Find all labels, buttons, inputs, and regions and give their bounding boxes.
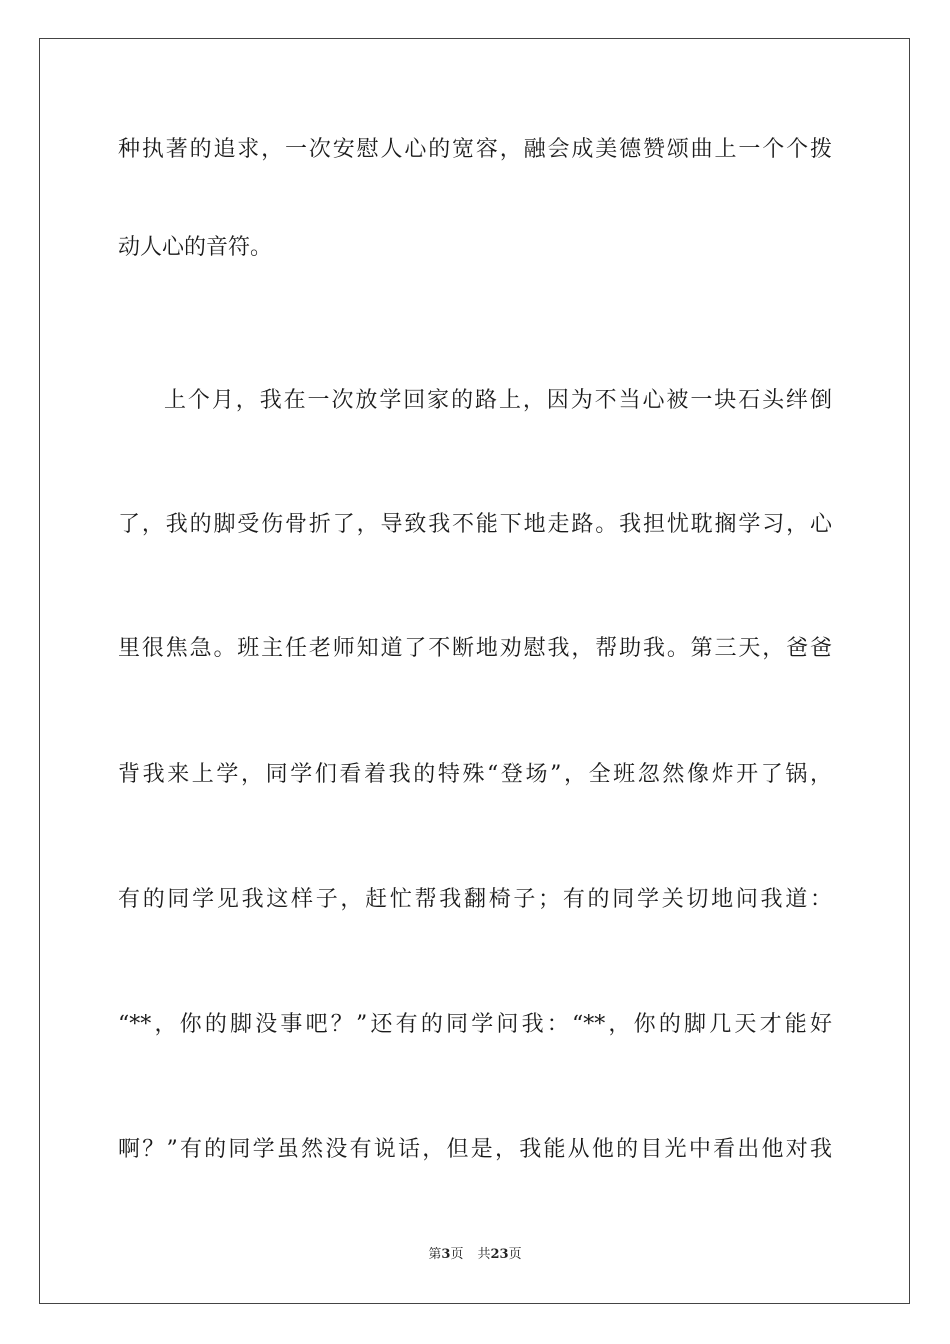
body-line-1: 种执著的追求，一次安慰人心的宽容，融会成美德赞颂曲上一个个拨 <box>118 137 832 162</box>
footer-page-current: 3 <box>441 1247 451 1262</box>
footer-total-prefix: 共 <box>477 1247 491 1262</box>
page-border <box>39 38 910 1304</box>
body-line-3: 上个月，我在一次放学回家的路上，因为不当心被一块石头绊倒 <box>164 388 832 413</box>
footer-total-unit: 页 <box>508 1247 522 1262</box>
footer-page-total: 23 <box>490 1247 509 1262</box>
footer-page-prefix: 第 <box>428 1247 442 1262</box>
footer-page-unit: 页 <box>450 1247 464 1262</box>
body-line-5: 里很焦急。班主任老师知道了不断地劝慰我，帮助我。第三天，爸爸 <box>118 636 832 661</box>
body-line-6: 背我来上学，同学们看着我的特殊“登场”，全班忽然像炸开了锅， <box>118 762 832 787</box>
body-line-8: “**，你的脚没事吧？”还有的同学问我：“**，你的脚几天才能好 <box>118 1012 832 1037</box>
body-line-7: 有的同学见我这样子，赶忙帮我翻椅子；有的同学关切地问我道： <box>118 887 832 912</box>
body-line-4: 了，我的脚受伤骨折了，导致我不能下地走路。我担忧耽搁学习，心 <box>118 512 832 537</box>
body-line-9: 啊？”有的同学虽然没有说话，但是，我能从他的目光中看出他对我 <box>118 1137 832 1162</box>
body-line-2: 动人心的音符。 <box>118 235 273 260</box>
page-footer <box>0 1245 950 1265</box>
